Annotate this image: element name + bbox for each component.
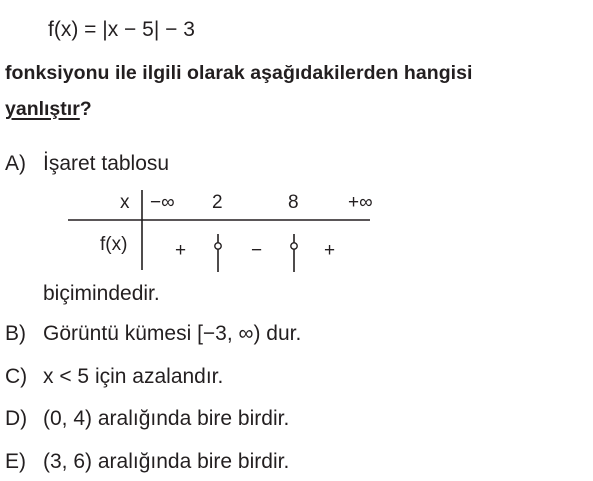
option-a-letter: A) [5, 152, 26, 175]
sign-table-lines [68, 186, 378, 276]
option-a[interactable] [5, 152, 169, 176]
stem-underlined-word: yanlıştır [5, 98, 80, 120]
table-fx-label: f(x) [100, 234, 128, 255]
table-root2: 8 [288, 192, 299, 213]
option-e[interactable] [5, 450, 289, 474]
sign-table [68, 186, 378, 276]
function-expression: f(x) = |x − 5| − 3 [48, 18, 195, 41]
option-e-text: (3, 6) aralığında bire birdir. [43, 450, 290, 473]
root2-zero-marker [291, 243, 297, 249]
table-pos-inf: +∞ [348, 192, 373, 213]
question-stem-line1: fonksiyonu ile ilgili olarak aşağıdakilerden hangisi [5, 62, 473, 84]
stem-question-mark: ? [79, 98, 92, 120]
option-d-text: (0, 4) aralığında bire birdir. [43, 407, 290, 430]
table-sign-2: − [251, 240, 263, 261]
option-d[interactable] [5, 407, 289, 431]
option-a-text: İşaret tablosu [43, 152, 170, 175]
table-neg-inf: −∞ [150, 192, 175, 213]
table-root1: 2 [212, 192, 223, 213]
option-c-letter: C) [5, 365, 28, 388]
option-c[interactable] [5, 365, 223, 389]
question-stem-line2 [5, 98, 92, 121]
option-b[interactable] [5, 322, 301, 346]
table-sign-1: + [175, 240, 187, 261]
option-a-after-table: biçimindedir. [43, 282, 160, 305]
option-b-letter: B) [5, 322, 26, 345]
table-sign-3: + [324, 240, 336, 261]
option-b-text: Görüntü kümesi [−3, ∞) dur. [43, 322, 302, 345]
option-c-text: x < 5 için azalandır. [43, 365, 224, 388]
option-d-letter: D) [5, 407, 28, 430]
root1-zero-marker [215, 243, 221, 249]
option-e-letter: E) [5, 450, 26, 473]
table-x-label: x [120, 192, 130, 213]
